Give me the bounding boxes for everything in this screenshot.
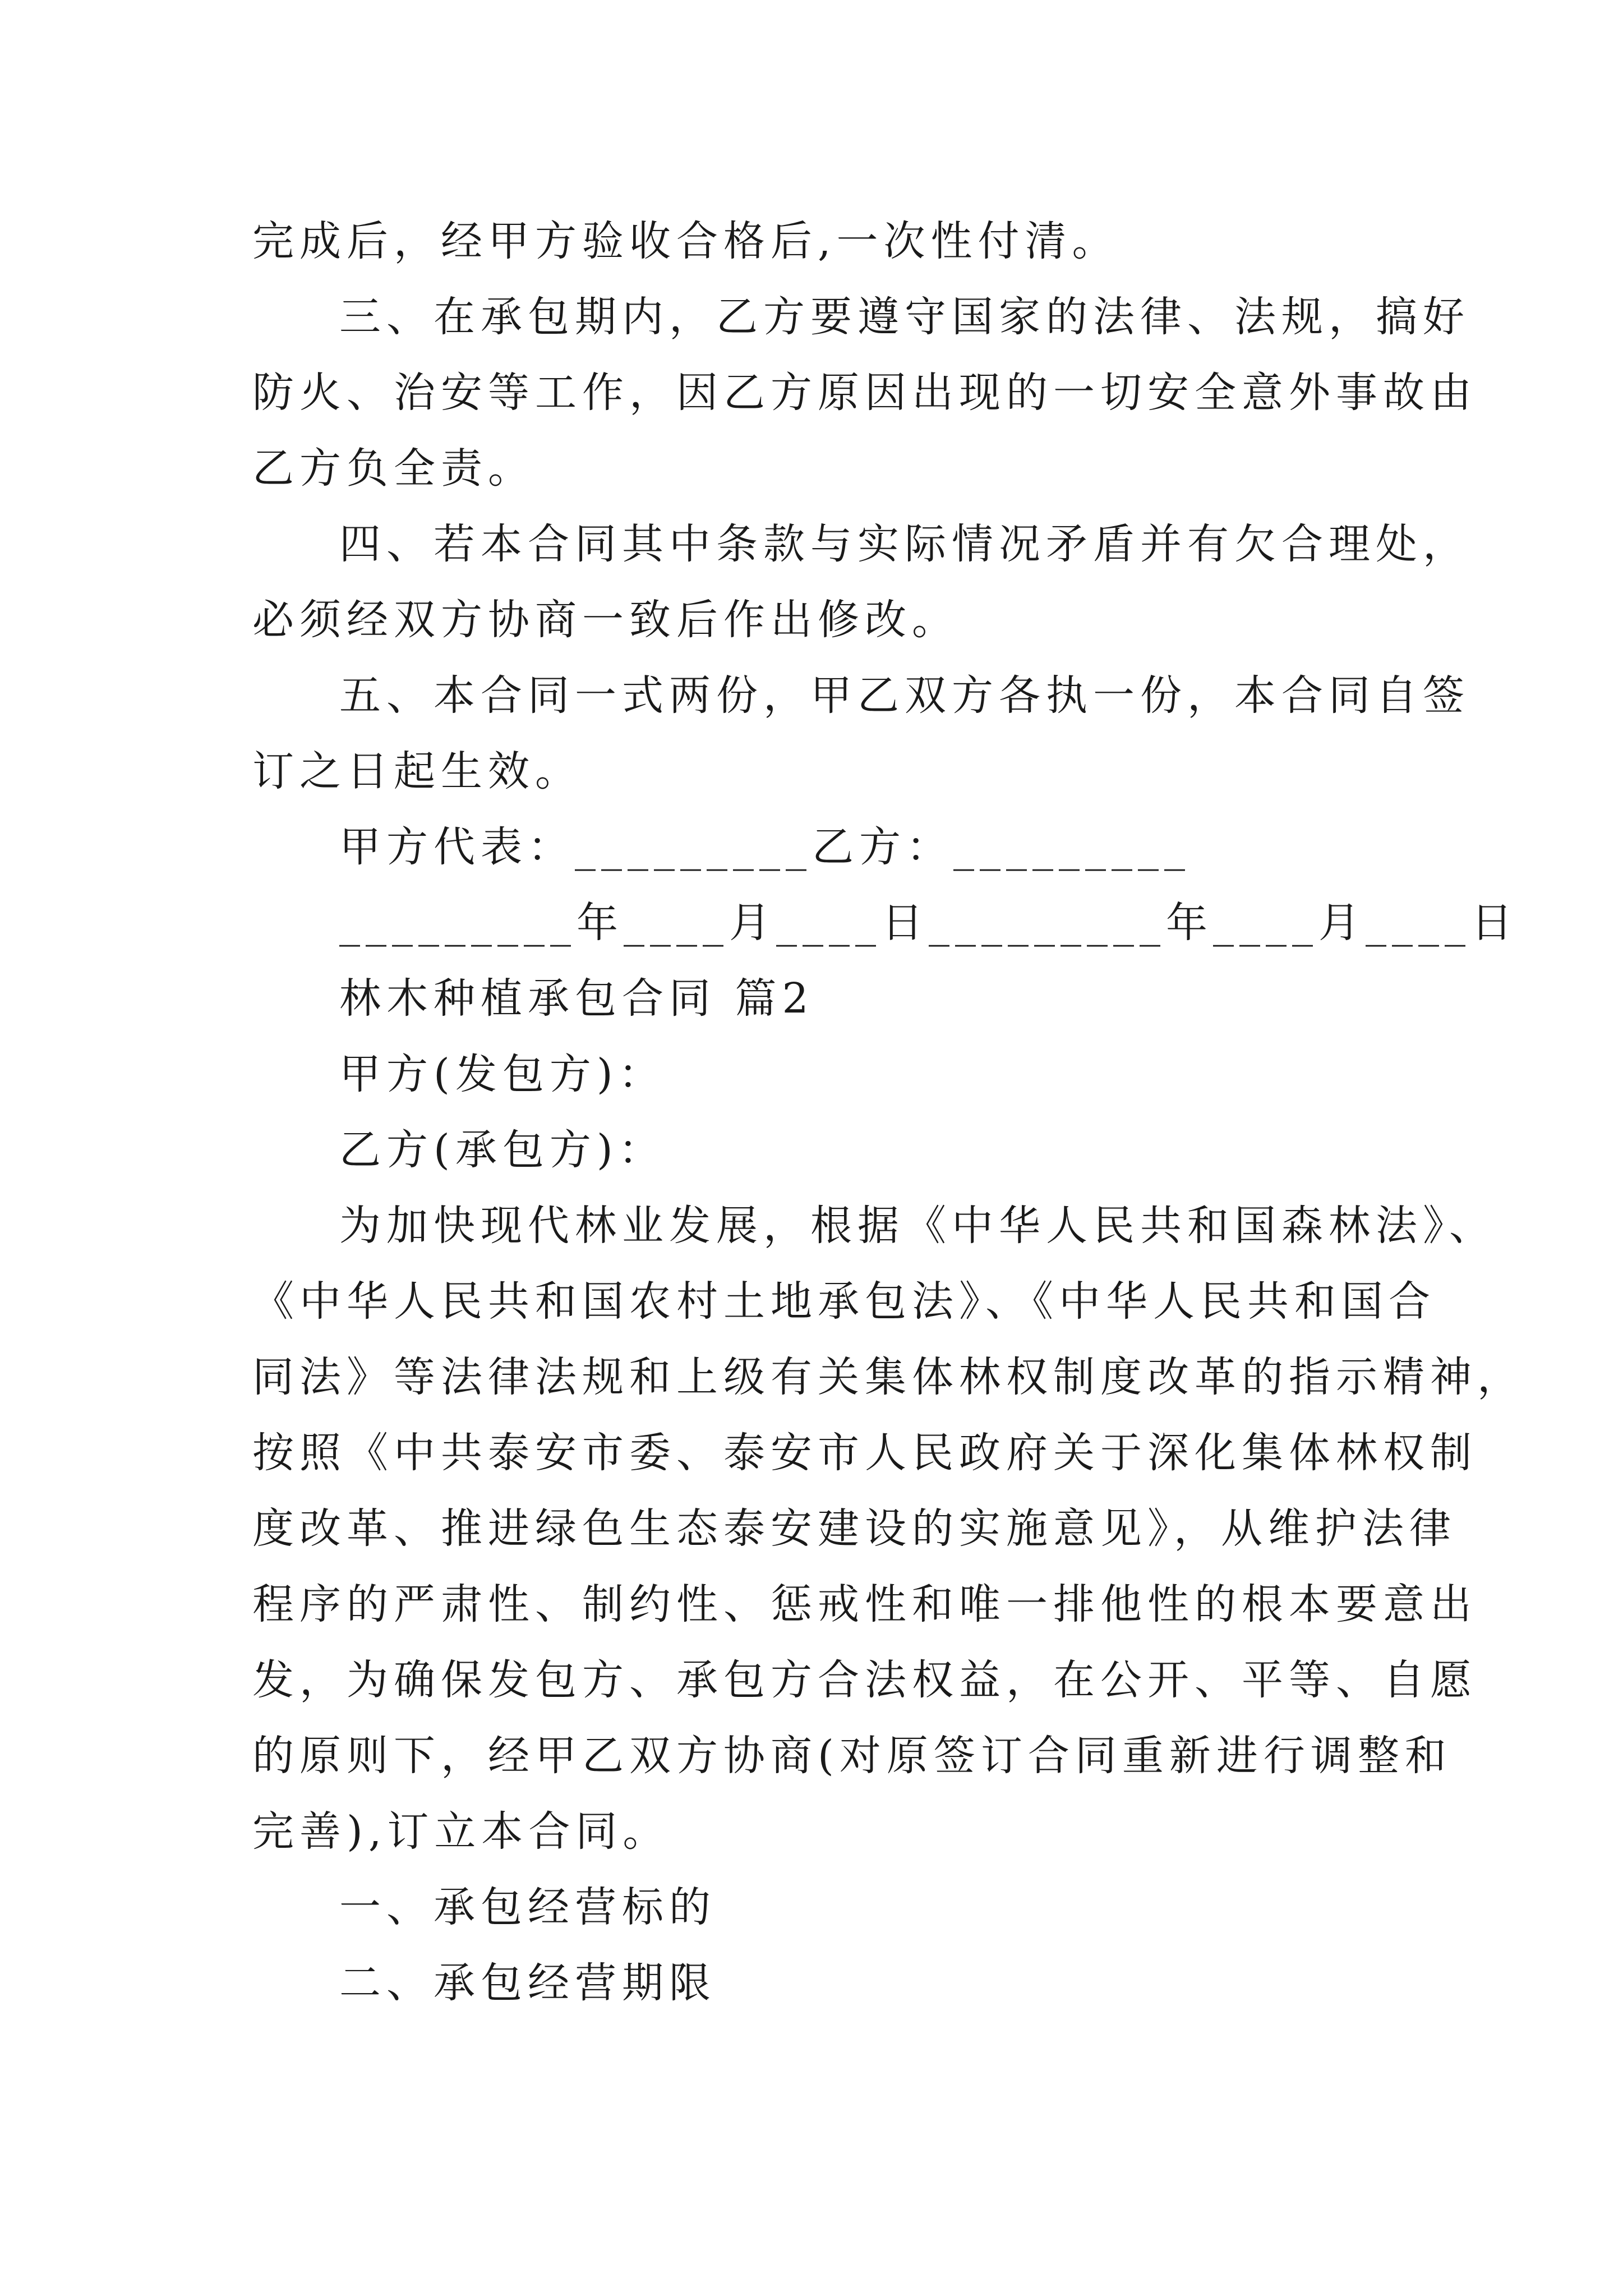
signature-line: 甲方代表：_________乙方：_________ [339,823,1191,871]
clause-3-line: 三、在承包期内，乙方要遵守国家的法律、法规，搞好 [339,293,1470,341]
text-line: 完善),订立本合同。 [252,1807,670,1856]
item-1-line: 一、承包经营标的 [339,1883,716,1931]
text-line: 完成后，经甲方验收合格后,一次性付清。 [252,217,1119,265]
item-2-line: 二、承包经营期限 [339,1959,716,2007]
section-heading: 林木种植承包合同 篇2 [339,974,814,1023]
text-line: 程序的严肃性、制约性、惩戒性和唯一排他性的根本要意出 [252,1580,1477,1628]
clause-4-line: 四、若本合同其中条款与实际情况矛盾并有欠合理处， [339,520,1470,568]
text-line: 度改革、推进绿色生态泰安建设的实施意见》，从维护法律 [252,1504,1456,1553]
text-line: 防火、治安等工作，因乙方原因出现的一切安全意外事故由 [252,369,1477,417]
text-line: 必须经双方协商一致后作出修改。 [252,596,959,644]
clause-5-line: 五、本合同一式两份，甲乙双方各执一份，本合同自签 [339,671,1470,720]
text-line: 的原则下，经甲乙双方协商(对原签订合同重新进行调整和 [252,1732,1452,1780]
text-line: 订之日起生效。 [252,747,582,795]
text-line: 同法》等法律法规和上级有关集体林权制度改革的指示精神， [252,1353,1524,1401]
text-line: 发，为确保发包方、承包方合法权益，在公开、平等、自愿 [252,1656,1477,1704]
date-line: _________年____月____日_________年____月____日 [339,899,1518,947]
party-b-line: 乙方(承包方)： [339,1126,666,1174]
preamble-line: 为加快现代林业发展，根据《中华人民共和国森林法》、 [339,1202,1496,1250]
text-line: 按照《中共泰安市委、泰安市人民政府关于深化集体林权制 [252,1429,1477,1477]
text-line: 乙方负全责。 [252,444,535,493]
party-a-line: 甲方(发包方)： [339,1050,666,1098]
text-line: 《中华人民共和国农村土地承包法》、《中华人民共和国合 [252,1277,1436,1326]
